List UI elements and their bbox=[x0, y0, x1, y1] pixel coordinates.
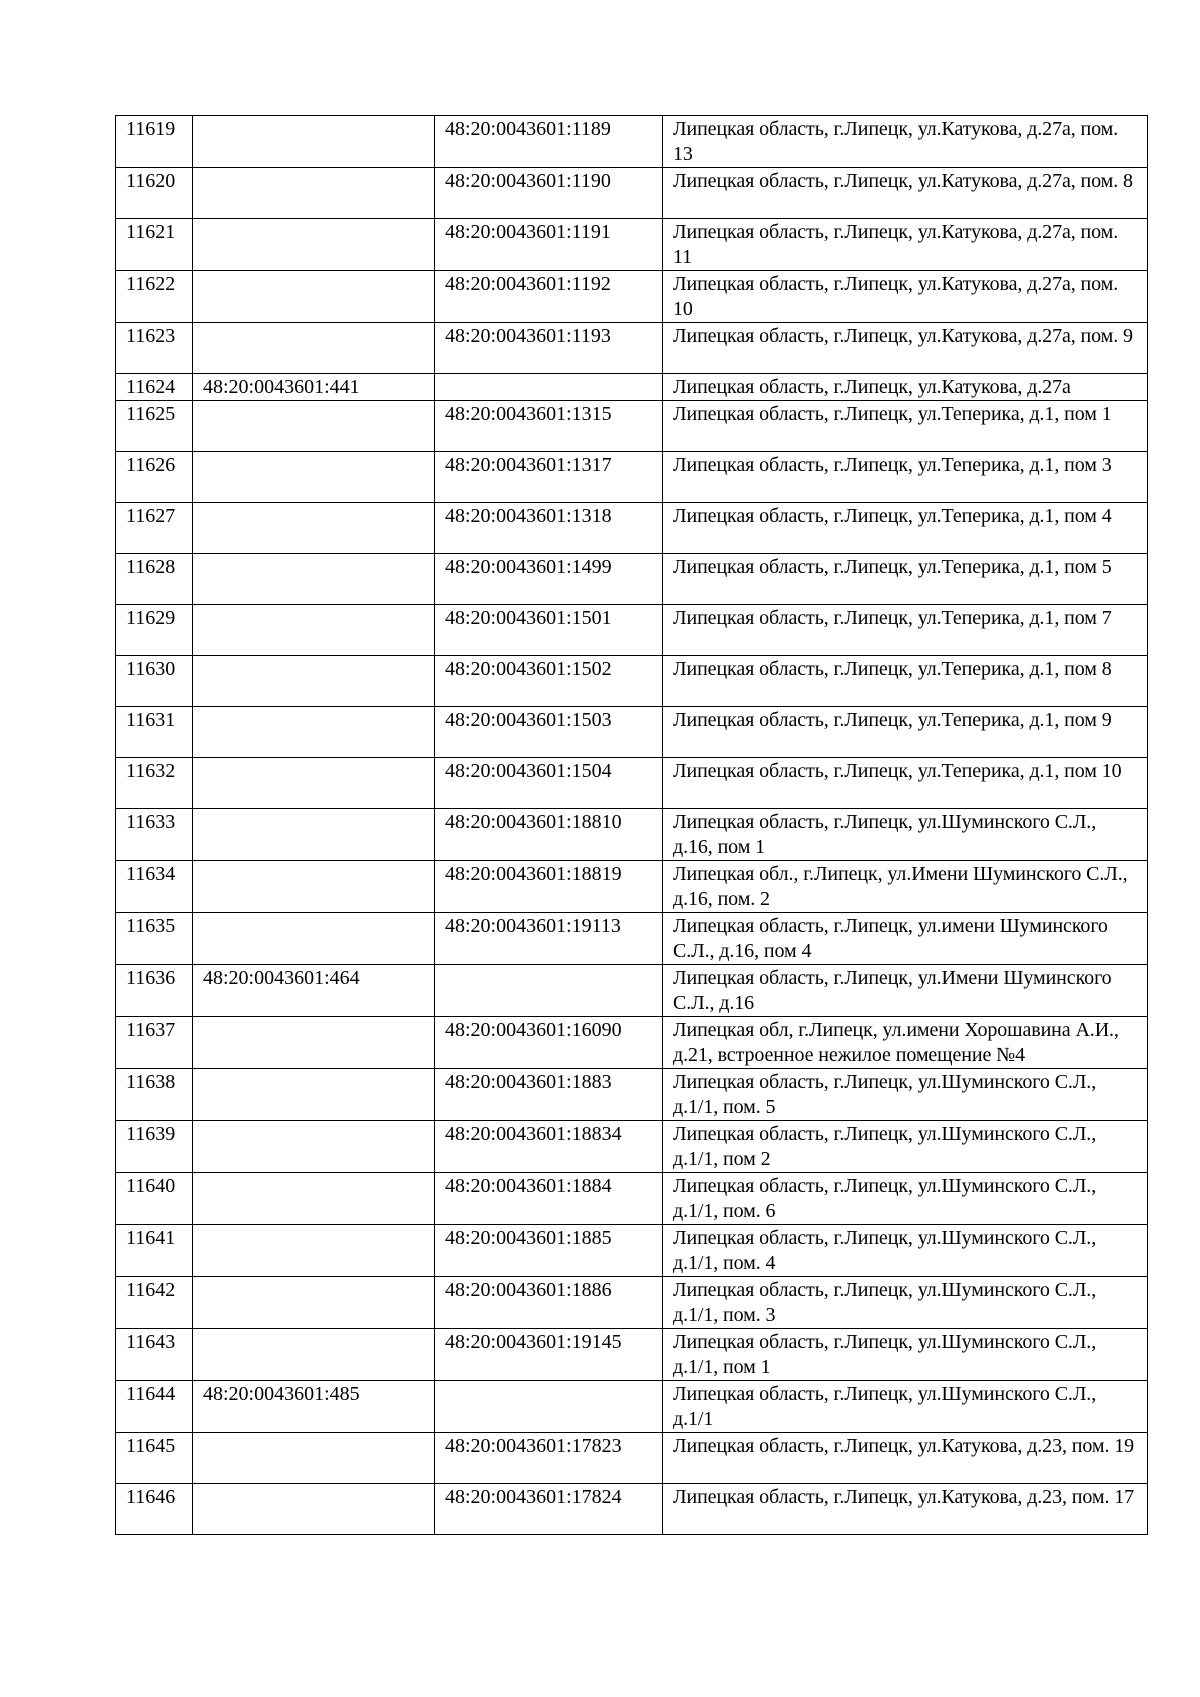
object-cadastral-number: 48:20:0043601:1318 bbox=[435, 503, 663, 554]
row-number: 11637 bbox=[116, 1017, 193, 1069]
object-address: Липецкая область, г.Липецк, ул.Имени Шуминского С.Л., д.16 bbox=[663, 965, 1148, 1017]
row-number: 11645 bbox=[116, 1433, 193, 1484]
table-row bbox=[116, 323, 1148, 374]
cadastral-registry-table bbox=[115, 115, 1148, 1535]
object-cadastral-number bbox=[435, 374, 663, 401]
table-row bbox=[116, 861, 1148, 913]
object-address: Липецкая область, г.Липецк, ул.Катукова, д.27а, пом. 10 bbox=[663, 271, 1148, 323]
row-number: 11644 bbox=[116, 1381, 193, 1433]
parcel-cadastral-number bbox=[193, 1484, 435, 1535]
parcel-cadastral-number bbox=[193, 1069, 435, 1121]
parcel-cadastral-number bbox=[193, 168, 435, 219]
object-address: Липецкая область, г.Липецк, ул.Теперика, д.1, пом 5 bbox=[663, 554, 1148, 605]
object-address: Липецкая область, г.Липецк, ул.Теперика, д.1, пом 3 bbox=[663, 452, 1148, 503]
parcel-cadastral-number bbox=[193, 707, 435, 758]
table-row bbox=[116, 219, 1148, 271]
object-address: Липецкая обл., г.Липецк, ул.Имени Шуминского С.Л., д.16, пом. 2 bbox=[663, 861, 1148, 913]
table-row bbox=[116, 1329, 1148, 1381]
object-address: Липецкая область, г.Липецк, ул.Теперика, д.1, пом 9 bbox=[663, 707, 1148, 758]
object-cadastral-number: 48:20:0043601:1886 bbox=[435, 1277, 663, 1329]
object-cadastral-number: 48:20:0043601:1883 bbox=[435, 1069, 663, 1121]
object-address: Липецкая область, г.Липецк, ул.Катукова, д.23, пом. 19 bbox=[663, 1433, 1148, 1484]
table-row bbox=[116, 913, 1148, 965]
object-cadastral-number: 48:20:0043601:1192 bbox=[435, 271, 663, 323]
row-number: 11630 bbox=[116, 656, 193, 707]
row-number: 11638 bbox=[116, 1069, 193, 1121]
object-address: Липецкая область, г.Липецк, ул.Шуминского С.Л., д.1/1, пом. 3 bbox=[663, 1277, 1148, 1329]
parcel-cadastral-number bbox=[193, 1225, 435, 1277]
object-address: Липецкая область, г.Липецк, ул.Катукова, д.27а bbox=[663, 374, 1148, 401]
object-cadastral-number: 48:20:0043601:19145 bbox=[435, 1329, 663, 1381]
object-cadastral-number: 48:20:0043601:19113 bbox=[435, 913, 663, 965]
row-number: 11634 bbox=[116, 861, 193, 913]
row-number: 11646 bbox=[116, 1484, 193, 1535]
row-number: 11631 bbox=[116, 707, 193, 758]
object-cadastral-number: 48:20:0043601:1502 bbox=[435, 656, 663, 707]
table-row bbox=[116, 1173, 1148, 1225]
object-cadastral-number: 48:20:0043601:18819 bbox=[435, 861, 663, 913]
table-row bbox=[116, 605, 1148, 656]
object-cadastral-number: 48:20:0043601:1884 bbox=[435, 1173, 663, 1225]
object-address: Липецкая область, г.Липецк, ул.Катукова, д.27а, пом. 9 bbox=[663, 323, 1148, 374]
object-cadastral-number: 48:20:0043601:1504 bbox=[435, 758, 663, 809]
table-row bbox=[116, 503, 1148, 554]
object-address: Липецкая область, г.Липецк, ул.Катукова, д.27а, пом. 13 bbox=[663, 116, 1148, 168]
row-number: 11632 bbox=[116, 758, 193, 809]
table-row bbox=[116, 271, 1148, 323]
row-number: 11621 bbox=[116, 219, 193, 271]
row-number: 11629 bbox=[116, 605, 193, 656]
row-number: 11626 bbox=[116, 452, 193, 503]
object-cadastral-number: 48:20:0043601:1193 bbox=[435, 323, 663, 374]
table-row bbox=[116, 809, 1148, 861]
object-address: Липецкая область, г.Липецк, ул.Шуминского С.Л., д.1/1, пом. 6 bbox=[663, 1173, 1148, 1225]
object-cadastral-number: 48:20:0043601:1503 bbox=[435, 707, 663, 758]
table-row bbox=[116, 707, 1148, 758]
object-address: Липецкая область, г.Липецк, ул.Теперика, д.1, пом 4 bbox=[663, 503, 1148, 554]
table-row bbox=[116, 401, 1148, 452]
table-row bbox=[116, 168, 1148, 219]
parcel-cadastral-number bbox=[193, 503, 435, 554]
table-row bbox=[116, 1069, 1148, 1121]
parcel-cadastral-number bbox=[193, 452, 435, 503]
object-cadastral-number: 48:20:0043601:1190 bbox=[435, 168, 663, 219]
object-cadastral-number: 48:20:0043601:17823 bbox=[435, 1433, 663, 1484]
parcel-cadastral-number bbox=[193, 271, 435, 323]
object-address: Липецкая область, г.Липецк, ул.Шуминского С.Л., д.1/1, пом 2 bbox=[663, 1121, 1148, 1173]
table-row bbox=[116, 1277, 1148, 1329]
object-address: Липецкая область, г.Липецк, ул.Шуминского С.Л., д.1/1, пом. 4 bbox=[663, 1225, 1148, 1277]
table-row bbox=[116, 452, 1148, 503]
table-row bbox=[116, 1484, 1148, 1535]
row-number: 11628 bbox=[116, 554, 193, 605]
object-cadastral-number: 48:20:0043601:16090 bbox=[435, 1017, 663, 1069]
table-row bbox=[116, 554, 1148, 605]
parcel-cadastral-number bbox=[193, 758, 435, 809]
table-row bbox=[116, 965, 1148, 1017]
object-address: Липецкая область, г.Липецк, ул.Катукова, д.27а, пом. 11 bbox=[663, 219, 1148, 271]
parcel-cadastral-number bbox=[193, 1433, 435, 1484]
object-cadastral-number: 48:20:0043601:18810 bbox=[435, 809, 663, 861]
table-row bbox=[116, 656, 1148, 707]
table-row bbox=[116, 1017, 1148, 1069]
parcel-cadastral-number bbox=[193, 861, 435, 913]
object-cadastral-number: 48:20:0043601:1317 bbox=[435, 452, 663, 503]
object-cadastral-number: 48:20:0043601:18834 bbox=[435, 1121, 663, 1173]
table-row bbox=[116, 1433, 1148, 1484]
row-number: 11622 bbox=[116, 271, 193, 323]
object-address: Липецкая область, г.Липецк, ул.Катукова, д.27а, пом. 8 bbox=[663, 168, 1148, 219]
parcel-cadastral-number: 48:20:0043601:485 bbox=[193, 1381, 435, 1433]
parcel-cadastral-number bbox=[193, 116, 435, 168]
table-row bbox=[116, 758, 1148, 809]
row-number: 11641 bbox=[116, 1225, 193, 1277]
row-number: 11642 bbox=[116, 1277, 193, 1329]
parcel-cadastral-number bbox=[193, 656, 435, 707]
parcel-cadastral-number bbox=[193, 1277, 435, 1329]
object-cadastral-number: 48:20:0043601:1501 bbox=[435, 605, 663, 656]
row-number: 11623 bbox=[116, 323, 193, 374]
object-address: Липецкая область, г.Липецк, ул.Теперика, д.1, пом 1 bbox=[663, 401, 1148, 452]
parcel-cadastral-number bbox=[193, 913, 435, 965]
parcel-cadastral-number: 48:20:0043601:464 bbox=[193, 965, 435, 1017]
parcel-cadastral-number bbox=[193, 1017, 435, 1069]
object-cadastral-number bbox=[435, 965, 663, 1017]
parcel-cadastral-number bbox=[193, 1329, 435, 1381]
object-cadastral-number: 48:20:0043601:1315 bbox=[435, 401, 663, 452]
table-row bbox=[116, 116, 1148, 168]
row-number: 11643 bbox=[116, 1329, 193, 1381]
object-cadastral-number: 48:20:0043601:1189 bbox=[435, 116, 663, 168]
table-row bbox=[116, 1121, 1148, 1173]
object-address: Липецкая обл, г.Липецк, ул.имени Хорошавина А.И., д.21, встроенное нежилое помещение №4 bbox=[663, 1017, 1148, 1069]
object-address: Липецкая область, г.Липецк, ул.Шуминского С.Л., д.1/1 bbox=[663, 1381, 1148, 1433]
object-address: Липецкая область, г.Липецк, ул.имени Шуминского С.Л., д.16, пом 4 bbox=[663, 913, 1148, 965]
object-cadastral-number: 48:20:0043601:1191 bbox=[435, 219, 663, 271]
object-cadastral-number bbox=[435, 1381, 663, 1433]
parcel-cadastral-number bbox=[193, 554, 435, 605]
object-address: Липецкая область, г.Липецк, ул.Теперика, д.1, пом 8 bbox=[663, 656, 1148, 707]
row-number: 11620 bbox=[116, 168, 193, 219]
object-address: Липецкая область, г.Липецк, ул.Теперика, д.1, пом 10 bbox=[663, 758, 1148, 809]
parcel-cadastral-number bbox=[193, 1173, 435, 1225]
object-address: Липецкая область, г.Липецк, ул.Катукова, д.23, пом. 17 bbox=[663, 1484, 1148, 1535]
parcel-cadastral-number: 48:20:0043601:441 bbox=[193, 374, 435, 401]
table-row bbox=[116, 1381, 1148, 1433]
table-row bbox=[116, 374, 1148, 401]
row-number: 11635 bbox=[116, 913, 193, 965]
parcel-cadastral-number bbox=[193, 1121, 435, 1173]
row-number: 11624 bbox=[116, 374, 193, 401]
parcel-cadastral-number bbox=[193, 809, 435, 861]
object-address: Липецкая область, г.Липецк, ул.Шуминского С.Л., д.16, пом 1 bbox=[663, 809, 1148, 861]
row-number: 11619 bbox=[116, 116, 193, 168]
object-cadastral-number: 48:20:0043601:1499 bbox=[435, 554, 663, 605]
parcel-cadastral-number bbox=[193, 605, 435, 656]
row-number: 11625 bbox=[116, 401, 193, 452]
row-number: 11633 bbox=[116, 809, 193, 861]
parcel-cadastral-number bbox=[193, 401, 435, 452]
parcel-cadastral-number bbox=[193, 323, 435, 374]
object-address: Липецкая область, г.Липецк, ул.Шуминского С.Л., д.1/1, пом 1 bbox=[663, 1329, 1148, 1381]
row-number: 11639 bbox=[116, 1121, 193, 1173]
row-number: 11640 bbox=[116, 1173, 193, 1225]
parcel-cadastral-number bbox=[193, 219, 435, 271]
object-address: Липецкая область, г.Липецк, ул.Теперика, д.1, пом 7 bbox=[663, 605, 1148, 656]
object-address: Липецкая область, г.Липецк, ул.Шуминского С.Л., д.1/1, пом. 5 bbox=[663, 1069, 1148, 1121]
object-cadastral-number: 48:20:0043601:17824 bbox=[435, 1484, 663, 1535]
object-cadastral-number: 48:20:0043601:1885 bbox=[435, 1225, 663, 1277]
row-number: 11627 bbox=[116, 503, 193, 554]
table-row bbox=[116, 1225, 1148, 1277]
row-number: 11636 bbox=[116, 965, 193, 1017]
